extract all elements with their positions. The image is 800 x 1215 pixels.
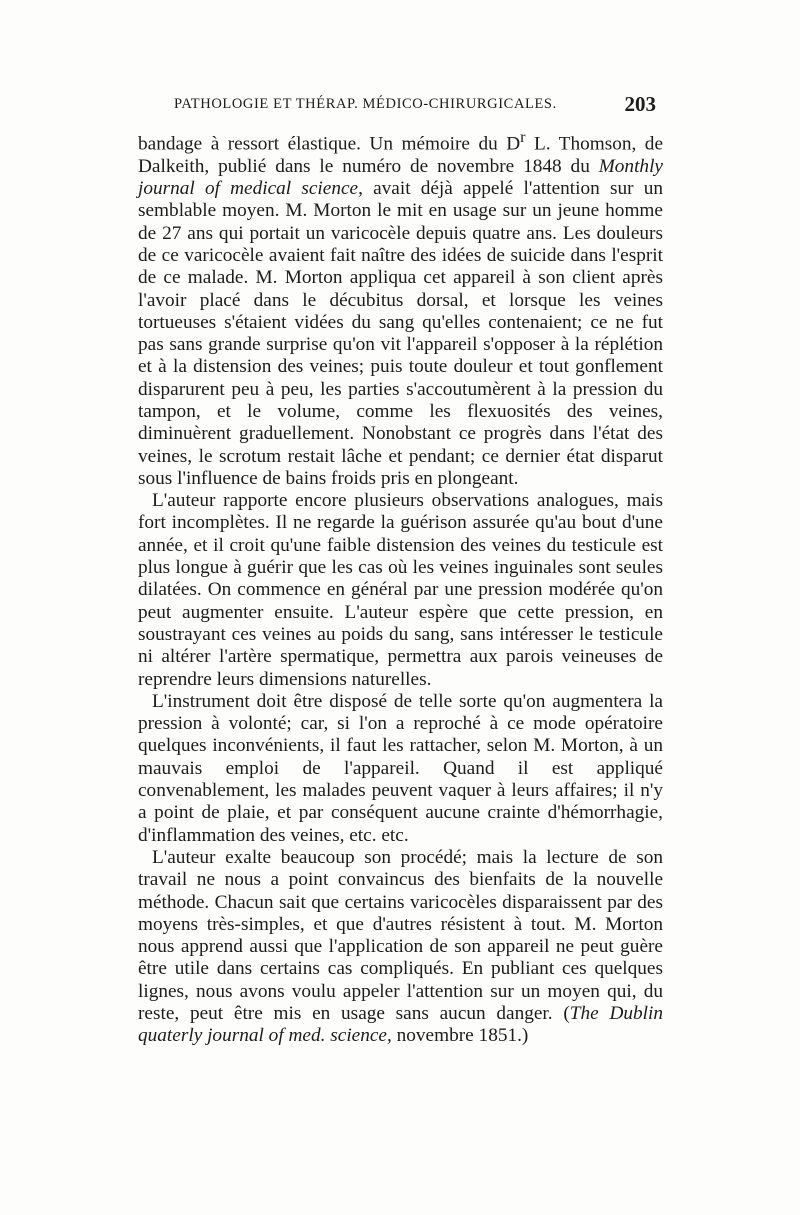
paragraph-4 <box>138 847 663 1048</box>
journal-title-monthly: Monthly journal of medical science <box>138 155 663 200</box>
paragraph-1-text-b: L. Thomson, de Dalkeith, publié dans le numéro de novembre 1848 du <box>138 133 663 177</box>
article-body <box>138 127 663 1048</box>
doctor-superscript: r <box>520 129 526 146</box>
paragraph-1-text-c: , avait déjà appelé l'attention sur un semblable moyen. M. Morton le mit en usage sur un jeune homme de 27 ans qui portait un varicocèle depuis quatre ans. Les douleurs de ce varicocèle avaient fait naître des idées de suicide dans l'esprit de ce malade. M. Morton appliqua cet appareil à son client après l'avoir placé dans le décubitus dorsal, et lorsque les veines tortueuses s'étaient vidées du sang qu'elles contenaient; ce ne fut pas sans grande surprise qu'on vit l'appareil s'opposer à la réplétion et à la distension des veines; puis toute douleur et tout gonflement disparurent peu à peu, les parties s'accoutumèrent à la pression du tampon, et le volume, comme les flexuosités des veines, diminuèrent graduellement. Nonobstant ce progrès dans l'état des veines, le scrotum restait lâche et pendant; ce dernier état disparut sous l'influence de bains froids pris en plongeant. <box>138 178 663 489</box>
page-number: 203 <box>624 92 656 116</box>
paragraph-1-text-a: bandage à ressort élastique. Un mémoire du D <box>138 133 521 155</box>
paragraph-2: L'auteur rapporte encore plusieurs observations analogues, mais fort incomplètes. Il ne regarde la guérison assurée qu'au bout d'une année, et il croit qu'une faible distension des veines du testicule est plus longue à guérir que les cas où les veines inguinales sont seules dilatées. On commence en général par une pression modérée qu'on peut augmenter ensuite. L'auteur espère que cette pression, en soustrayant ces veines au poids du sang, sans intéresser le testicule ni altérer l'artère spermatique, permettra aux parois veineuses de reprendre leurs dimensions naturelles. <box>138 490 663 690</box>
running-title: PATHOLOGIE ET THÉRAP. MÉDICO-CHIRURGICALES. <box>174 96 557 112</box>
page-header <box>174 94 656 124</box>
journal-title-dublin: The Dublin quaterly journal of med. science, <box>138 1003 663 1047</box>
paragraph-4-text-b: novembre 1851.) <box>391 1025 529 1047</box>
paragraph-3: L'instrument doit être disposé de telle sorte qu'on augmentera la pression à volonté; car, si l'on a reproché à ce mode opératoire quelques inconvénients, il faut les rattacher, selon M. Morton, à un mauvais emploi de l'appareil. Quand il est appliqué convenablement, les malades peuvent vaquer à leurs affaires; il n'y a point de plaie, et par conséquent aucune crainte d'hémorrhagie, d'inflammation des veines, etc. etc. <box>138 690 663 846</box>
paragraph-4-text-a: L'auteur exalte beaucoup son procédé; mais la lecture de son travail ne nous a point convaincus des bienfaits de la nouvelle méthode. Chacun sait que certains varicocèles disparaissent par des moyens très-simples, et que d'autres résistent à tout. M. Morton nous apprend aussi que l'application de son appareil ne peut guère être utile dans certains cas compliqués. En publiant ces quelques lignes, nous avons voulu appeler l'attention sur un moyen qui, du reste, peut être mis en usage sans aucun danger. ( <box>138 846 663 1024</box>
paragraph-1 <box>138 127 663 490</box>
